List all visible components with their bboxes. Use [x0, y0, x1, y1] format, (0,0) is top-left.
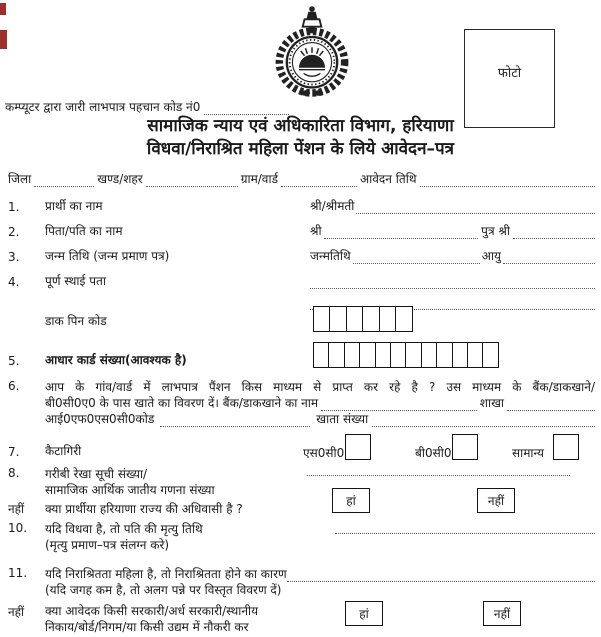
age-field[interactable] [503, 250, 595, 264]
village-ward-field[interactable] [281, 173, 357, 187]
q11-row [8, 566, 595, 598]
bpl-number-line [307, 462, 570, 479]
account-number-label: खाता संख्या [316, 412, 369, 426]
q6-line2: बी0सी0ए0 के पास खाते का विवरण दें। बैंक/डाकखाने का नाम [45, 396, 319, 410]
q2-label: पिता/पति का नाम [45, 224, 123, 238]
village-ward-label: ग्राम/वार्ड [240, 172, 278, 186]
application-date-label: आवेदन तिथि [359, 172, 417, 186]
q6-line1: आप के गांव/वार्ड में लाभपात्र पैंशन किस माध्यम से प्राप्त कर रहे है ? उस माध्यम के बैंक/डाकखाने/ [45, 380, 595, 394]
district-field[interactable] [34, 173, 94, 187]
branch-label: शाखा [479, 396, 504, 410]
address-field-line1[interactable] [310, 275, 595, 289]
father-husband-name-field[interactable] [324, 225, 479, 239]
q9-yes-label: हां [346, 494, 356, 508]
q10-line1: यदि विधवा है, तो पति की मृत्यु तिथि [45, 522, 203, 536]
category-sc-checkbox[interactable] [345, 434, 371, 460]
category-general-checkbox[interactable] [553, 434, 579, 460]
q2-row [8, 222, 595, 239]
ifsc-field[interactable] [160, 413, 310, 427]
digit-box[interactable] [482, 342, 499, 368]
beneficiary-code-label: कम्प्यूटर द्वारा जारी लाभपात्र पहचान कोड नं0 [5, 100, 201, 114]
q4-label: पूर्ण स्थाई पता [45, 274, 106, 288]
bpl-number-field[interactable] [307, 462, 570, 476]
q6-number: 6. [8, 379, 20, 393]
q3-row [8, 247, 595, 264]
district-label: जिला [8, 172, 32, 186]
q12-no-label: नहीं [493, 607, 511, 621]
q1-label: प्रार्थी का नाम [45, 199, 103, 213]
q11-line2: (यदि जगह कम है, तो अलग पन्ने पर विस्तृत विवरण दें) [45, 583, 282, 597]
q9-number: नहीं [8, 502, 25, 516]
bank-name-field[interactable] [321, 397, 477, 411]
q8-number: 8. [8, 466, 20, 480]
death-date-field[interactable] [335, 520, 595, 534]
q12-line1: क्या आवेदक किसी सरकारी/अर्ध सरकारी/स्थानीय [45, 604, 259, 618]
category-sc-label: एस0सी0 [303, 446, 345, 460]
father-husband-prefix: श्री [310, 224, 322, 238]
digit-box[interactable] [379, 306, 397, 332]
dob-label: जन्मतिथि [310, 249, 351, 263]
q4-number: 4. [8, 275, 20, 289]
pin-code-label: डाक पिन कोड [45, 314, 107, 328]
application-date-field[interactable] [420, 173, 596, 187]
block-city-field[interactable] [146, 173, 238, 187]
digit-box[interactable] [313, 306, 331, 332]
son-of-field[interactable] [513, 225, 595, 239]
q5-row [8, 351, 595, 368]
death-date-line [335, 520, 595, 537]
branch-field[interactable] [507, 397, 595, 411]
q8-line1: गरीबी रेखा सूची संख्या/ [45, 467, 148, 481]
age-label: आयु [481, 249, 501, 263]
q4-row [8, 272, 595, 289]
digit-box[interactable] [395, 306, 413, 332]
dob-field[interactable] [353, 250, 480, 264]
q10-line2: (मृत्यु प्रमाण–पत्र संलग्न करे) [45, 538, 170, 552]
category-bc-label: बी0सी0 [415, 446, 452, 460]
q3-label: जन्म तिथि (जन्म प्रमाण पत्र) [45, 249, 170, 263]
q12-no-checkbox[interactable] [483, 601, 521, 626]
q5-number: 5. [8, 354, 20, 368]
q7-row [8, 442, 595, 459]
q11-line1: यदि निराश्रितता महिला है, तो निराश्रितता होने का कारण [45, 567, 287, 581]
digit-box[interactable] [329, 306, 347, 332]
q2-number: 2. [8, 225, 20, 239]
digit-box[interactable] [362, 306, 380, 332]
ifsc-label: आई0एफ0एस0सी0कोड [45, 412, 155, 426]
scan-artifact [0, 3, 6, 15]
location-row [5, 170, 595, 187]
photo-label: फोटो [497, 65, 522, 81]
account-number-field[interactable] [372, 413, 595, 427]
q12-yes-label: हां [359, 607, 369, 621]
pin-code-boxes [313, 306, 411, 332]
category-bc-checkbox[interactable] [452, 434, 478, 460]
applicant-name-field[interactable] [356, 200, 595, 214]
q12-yes-checkbox[interactable] [345, 601, 383, 626]
scan-artifact [0, 30, 7, 49]
haryana-emblem-icon [270, 3, 354, 99]
q12-number: नहीं [8, 605, 25, 619]
q1-row [8, 197, 595, 214]
destitution-reason-field[interactable] [287, 568, 595, 582]
form-title: विधवा/निराश्रित महिला पेंशन के लिये आवेदन–पत्र [146, 139, 455, 159]
q5-label: आधार कार्ड संख्या(आवश्यक है) [45, 353, 187, 367]
department-title: सामाजिक न्याय एवं अधिकारिता विभाग, हरियाणा [147, 116, 454, 136]
q11-number: 11. [8, 566, 28, 580]
q9-label: क्या प्रार्थीया हरियाणा राज्य की अधिवासी है ? [45, 502, 243, 516]
q7-label: कैटागिरी [45, 444, 82, 458]
q9-yes-checkbox[interactable] [332, 488, 370, 513]
block-city-label: खण्ड/शहर [97, 172, 143, 186]
digit-box[interactable] [346, 306, 364, 332]
q7-number: 7. [8, 445, 20, 459]
q9-no-label: नहीं [487, 494, 505, 508]
q1-number: 1. [8, 200, 20, 214]
aadhaar-boxes [313, 342, 498, 368]
category-general-label: सामान्य [512, 446, 545, 460]
q12-line2: निकाय/बोर्ड/निगम/या किसी उद्यम में नौकरी कर [45, 620, 249, 634]
q10-number: 10. [8, 521, 28, 535]
applicant-name-prefix: श्री/श्रीमती [310, 199, 355, 213]
q6-row [8, 379, 595, 427]
son-of-label: पुत्र श्री [481, 224, 510, 238]
q3-number: 3. [8, 250, 20, 264]
q9-no-checkbox[interactable] [477, 488, 515, 513]
q8-line2: सामाजिक आर्थिक जातीय गणना संख्या [45, 483, 215, 497]
